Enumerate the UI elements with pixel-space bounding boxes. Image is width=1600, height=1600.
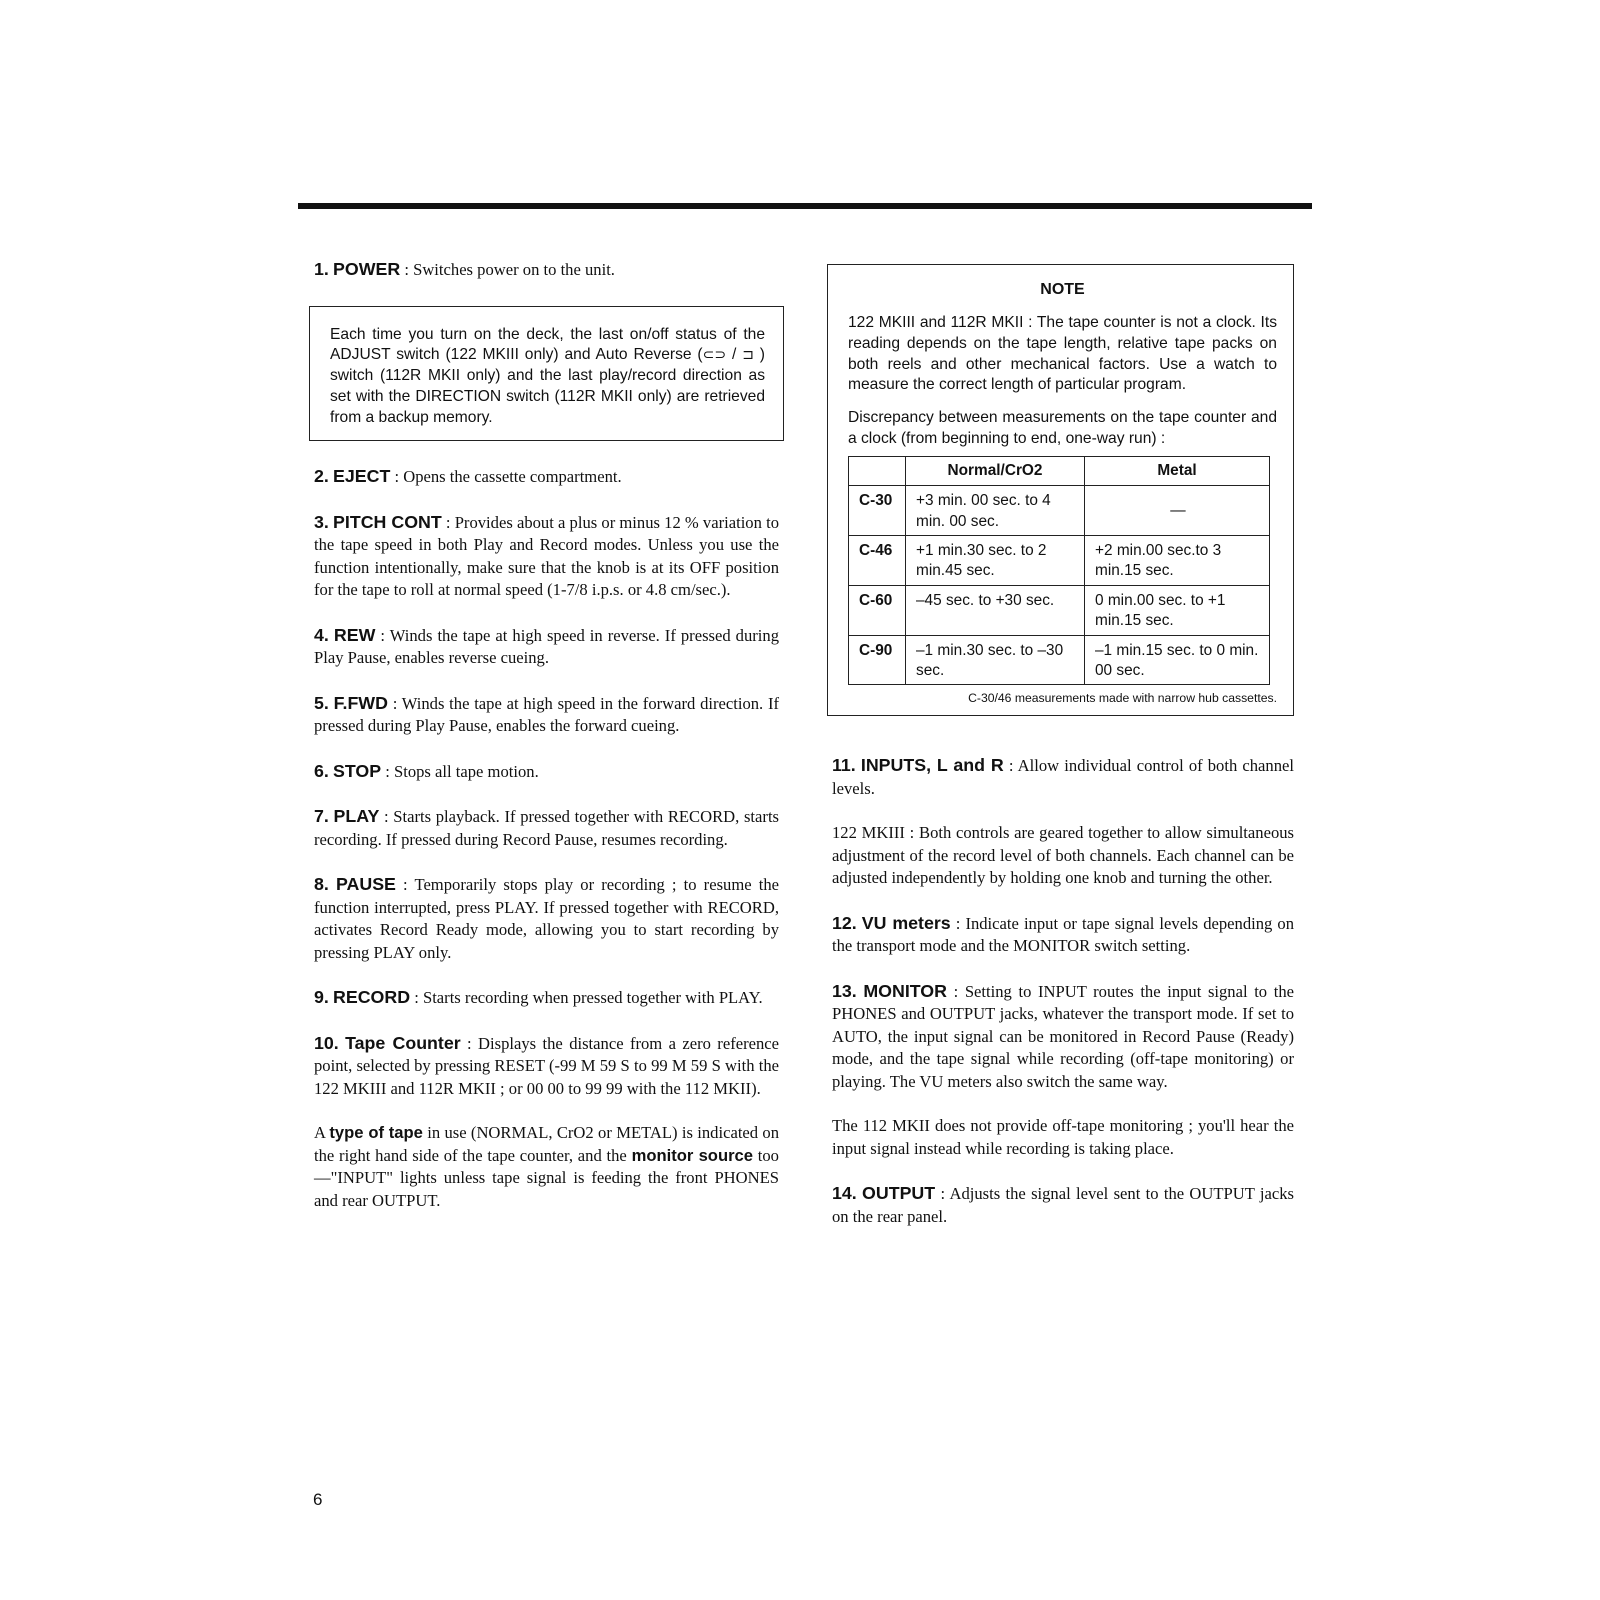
item-power: 1. POWER : Switches power on to the unit. <box>314 259 615 279</box>
table-row <box>849 486 1270 536</box>
table-cell-metal: 0 min.00 sec. to +1 min.15 sec. <box>1085 585 1270 635</box>
table-cell-normal: +1 min.30 sec. to 2 min.45 sec. <box>906 536 1085 586</box>
table-header-empty <box>849 456 906 485</box>
note-para-1: 122 MKIII and 112R MKII : The tape counter is not a clock. Its reading depends on the tape length, relative tape packs on both reels and other mechanical factors. Use a watch to measure the correct length of particular program. <box>848 314 1277 394</box>
table-caption: C-30/46 measurements made with narrow hub cassettes. <box>968 691 1277 706</box>
note-box <box>827 264 1294 716</box>
item-output: 14. OUTPUT : Adjusts the signal level sent to the OUTPUT jacks on the rear panel. <box>832 1183 1294 1226</box>
table-header-metal: Metal <box>1085 456 1270 485</box>
table-cell-metal: — <box>1085 486 1270 536</box>
table-header-row <box>849 456 1270 485</box>
item-monitor: 13. MONITOR : Setting to INPUT routes the input signal to the PHONES and OUTPUT jacks, whatever the transport mode. If set to AUTO, the input signal can be monitored in Record Pause (Ready) mode, and the tape signal while recording (off-tape monitoring) or playing. The VU meters also switch the same way. <box>832 980 1294 1091</box>
note-title: NOTE <box>1040 281 1085 298</box>
monitor-note: The 112 MKII does not provide off-tape monitoring ; you'll hear the input signal instead while recording is taking place. <box>832 1116 1294 1158</box>
table-row <box>849 536 1270 586</box>
item-stop: 6. STOP : Stops all tape motion. <box>314 760 539 781</box>
item-pitch-cont: 3. PITCH CONT : Provides about a plus or minus 12 % variation to the tape speed in both Play and Record modes. Unless you use the function intentionally, make sure that the knob is at its OFF position for the tape to roll at normal speed (1-7/8 i.p.s. or 4.8 cm/sec.). <box>314 511 779 600</box>
item-record: 9. RECORD : Starts recording when pressed together with PLAY. <box>314 987 763 1008</box>
top-rule <box>298 203 1312 209</box>
auto-reverse-icon: ⊂⊃ <box>702 347 727 364</box>
item-inputs: 11. INPUTS, L and R : Allow individual control of both channel levels. <box>832 755 1294 798</box>
table-cell-metal: +2 min.00 sec.to 3 min.15 sec. <box>1085 536 1270 586</box>
item-rew: 4. REW : Winds the tape at high speed in reverse. If pressed during Play Pause, enables reverse cueing. <box>314 624 780 668</box>
one-way-icon: ⊐ <box>742 347 754 364</box>
item-pause: 8. PAUSE : Temporarily stops play or recording ; to resume the function interrupted, press PLAY. If pressed together with RECORD, activates Record Ready mode, allowing you to start recording by pressing PLAY only. <box>314 874 779 962</box>
table-cell-tape: C-60 <box>849 585 906 635</box>
inputs-note: 122 MKIII : Both controls are geared together to allow simultaneous adjustment of the record level of both channels. Each channel can be adjusted independently by holding one knob and turning the other. <box>832 823 1294 888</box>
table-cell-tape: C-46 <box>849 536 906 586</box>
item-play: 7. PLAY : Starts playback. If pressed together with RECORD, starts recording. If pressed during Record Pause, resumes recording. <box>314 806 780 849</box>
table-cell-metal: –1 min.15 sec. to 0 min. 00 sec. <box>1085 635 1270 685</box>
table-cell-normal: –45 sec. to +30 sec. <box>906 585 1085 635</box>
table-cell-tape: C-90 <box>849 635 906 685</box>
table-row <box>849 635 1270 685</box>
item-eject: 2. EJECT : Opens the cassette compartment. <box>314 466 622 487</box>
power-memory-box <box>309 306 784 442</box>
table-header-normal: Normal/CrO2 <box>906 456 1085 485</box>
power-memory-text: Each time you turn on the deck, the last on/off status of the ADJUST switch (122 MKIII only) and Auto Reverse (⊂⊃ / ⊐ ) switch (112R MKII only) and the last play/record direction as set with the DIRECTION switch (112R MKII only) are retrieved from a backup memory. <box>330 325 765 426</box>
table-cell-normal: +3 min. 00 sec. to 4 min. 00 sec. <box>906 486 1085 536</box>
left-column <box>314 258 779 1212</box>
item-tape-counter: 10. Tape Counter : Displays the distance from a zero reference point, selected by pressing RESET (-99 M 59 S to 99 M 59 S with the 122 MKIII and 112R MKII ; or 00 00 to 99 99 with the 112 MKII). <box>314 1032 780 1098</box>
right-column <box>832 258 1294 1228</box>
table-row <box>849 585 1270 635</box>
page-number: 6 <box>313 1490 323 1509</box>
tape-type-paragraph: A type of tape in use (NORMAL, CrO2 or METAL) is indicated on the right hand side of the tape counter, and the monitor source too—"INPUT" lights unless tape signal is feeding the front PHONES and rear OUTPUT. <box>314 1123 780 1210</box>
discrepancy-table <box>848 456 1270 686</box>
note-para-2: Discrepancy between measurements on the tape counter and a clock (from beginning to end, one-way run) : <box>848 409 1277 447</box>
item-vu-meters: 12. VU meters : Indicate input or tape signal levels depending on the transport mode and the MONITOR switch setting. <box>832 912 1294 956</box>
table-cell-normal: –1 min.30 sec. to –30 sec. <box>906 635 1085 685</box>
table-cell-tape: C-30 <box>849 486 906 536</box>
item-ffwd: 5. F.FWD : Winds the tape at high speed in the forward direction. If pressed during Play Pause, enables the forward cueing. <box>314 692 780 736</box>
